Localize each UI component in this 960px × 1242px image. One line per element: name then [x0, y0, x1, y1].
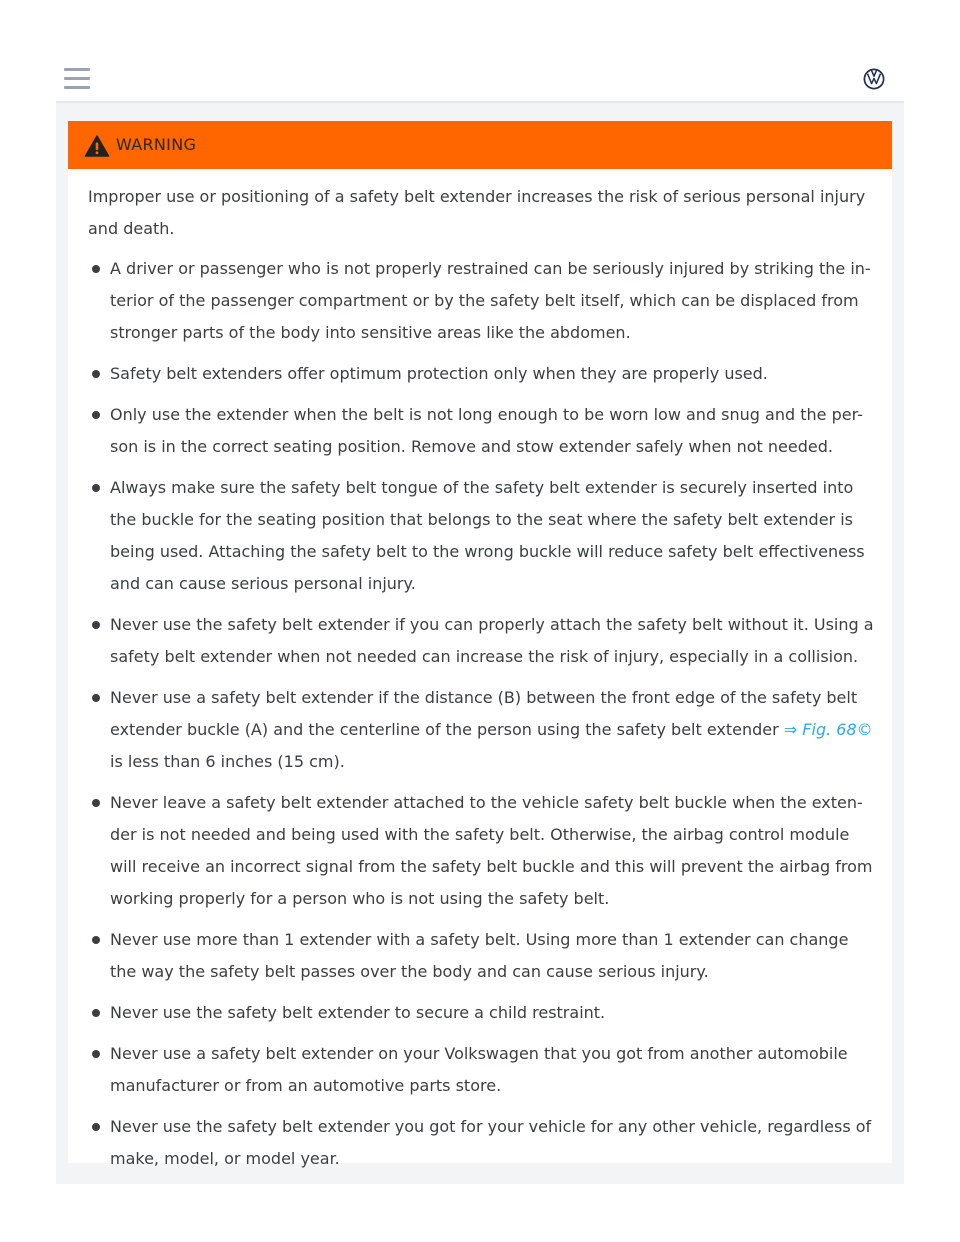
warning-list [88, 253, 878, 1175]
list-item: Never use the safety belt extender if you can properly attach the safety belt without it. Using a safety belt extender when not needed can increase the risk of injury, especially in a collision. [88, 609, 878, 673]
top-bar [0, 0, 960, 102]
list-item: Never use the safety belt extender you got for your vehicle for any other vehicle, regardless of make, model, or model year. [88, 1111, 878, 1175]
list-item [88, 682, 878, 778]
list-item: Safety belt extenders offer optimum protection only when they are properly used. [88, 358, 878, 390]
warning-title: WARNING [116, 135, 197, 154]
list-item-text: Never use a safety belt extender if the distance (B) between the front edge of the safety belt extender buckle (A) and the centerline of the person using the safety belt extender [110, 688, 858, 739]
list-item: Only use the extender when the belt is not long enough to be worn low and snug and the per-son is in the correct seating position. Remove and stow extender safely when not needed. [88, 399, 878, 463]
warning-triangle-icon [84, 134, 110, 158]
vw-logo-icon[interactable] [863, 68, 885, 90]
list-item: Always make sure the safety belt tongue of the safety belt extender is securely inserted into the buckle for the seating position that belongs to the seat where the safety belt extender is being used. Attaching the safety belt to the wrong buckle will reduce safety belt effectiveness and can cause serious personal injury. [88, 472, 878, 600]
hamburger-menu-icon[interactable] [64, 68, 90, 90]
list-item: Never use the safety belt extender to secure a child restraint. [88, 997, 878, 1029]
warning-body [88, 181, 878, 1184]
list-item: Never use more than 1 extender with a safety belt. Using more than 1 extender can change the way the safety belt passes over the body and can cause serious injury. [88, 924, 878, 988]
warning-intro: Improper use or positioning of a safety belt extender increases the risk of serious personal injury and death. [88, 187, 866, 238]
list-item: A driver or passenger who is not properly restrained can be seriously injured by striking the in-terior of the passenger compartment or by the safety belt itself, which can be displaced from stronger parts of the body into sensitive areas like the abdomen. [88, 253, 878, 349]
list-item-text: is less than 6 inches (15 cm). [110, 752, 345, 771]
list-item: Never use a safety belt extender on your Volkswagen that you got from another automobile manufacturer or from an automotive parts store. [88, 1038, 878, 1102]
figure-link[interactable]: ⇒ Fig. 68© [783, 720, 873, 739]
list-item: Never leave a safety belt extender attached to the vehicle safety belt buckle when the exten-der is not needed and being used with the safety belt. Otherwise, the airbag control module will receive an incorrect signal from the safety belt buckle and this will prevent the airbag from working properly for a person who is not using the safety belt. [88, 787, 878, 915]
